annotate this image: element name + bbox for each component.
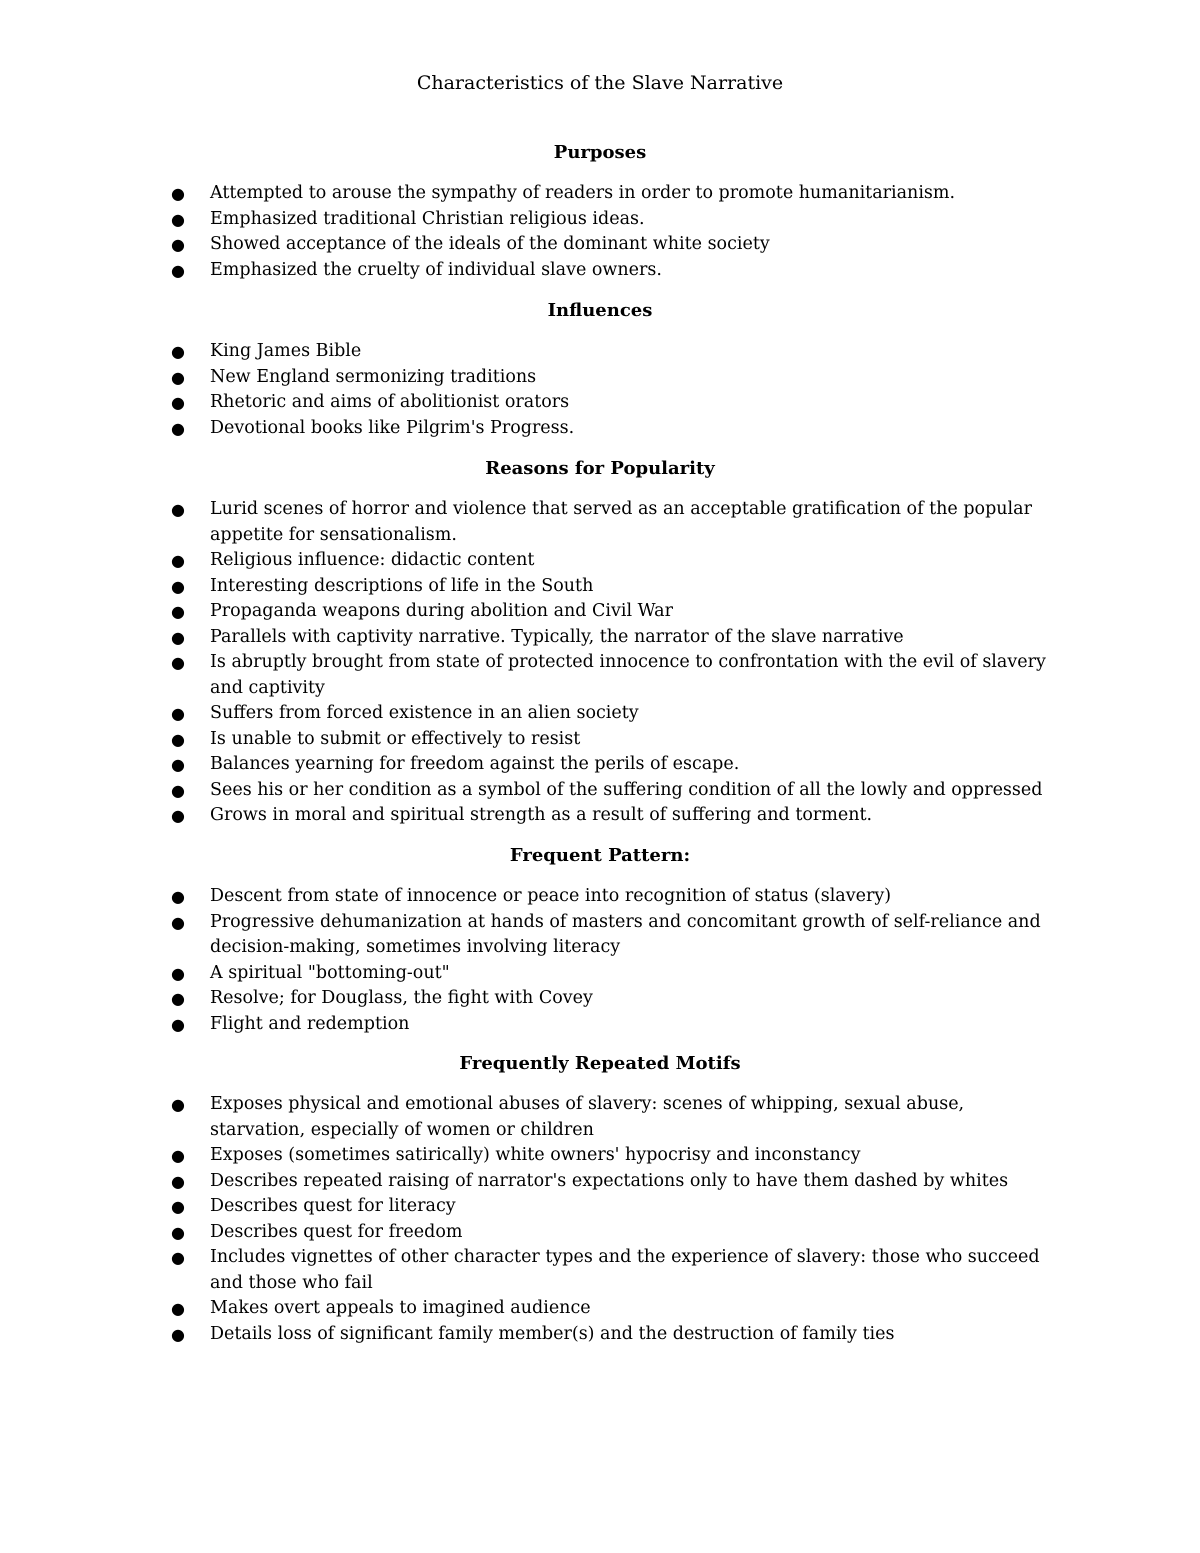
list-item	[0, 701, 1060, 727]
section-reasons-for-popularity	[0, 457, 1200, 829]
bullet-icon: ●	[171, 209, 185, 229]
bullet-icon: ●	[171, 755, 185, 774]
bullet-icon: ●	[171, 963, 185, 983]
list-item	[0, 365, 1060, 391]
list-item	[0, 884, 1060, 910]
list-item	[0, 961, 1060, 987]
list-item-text: Grows in moral and spiritual strength as a result of suffering and torment.	[210, 805, 873, 825]
list-item-text: Is abruptly brought from state of protected innocence to confrontation with the evil of slavery and captivity	[210, 652, 1046, 698]
bullet-icon: ●	[171, 551, 185, 570]
list-item-text: Describes quest for literacy	[210, 1196, 456, 1216]
list-item	[0, 1143, 1060, 1169]
bullet-icon: ●	[171, 704, 185, 723]
section-frequent-pattern	[0, 844, 1200, 1037]
section-influences	[0, 299, 1200, 441]
list-item	[0, 1296, 1060, 1322]
bullet-icon: ●	[171, 576, 185, 596]
section-heading: Influences	[547, 300, 653, 321]
list-item	[0, 727, 1060, 753]
document-title: Characteristics of the Slave Narrative	[416, 72, 784, 94]
bullet-icon: ●	[171, 627, 185, 647]
list-item	[0, 1194, 1060, 1220]
bullet-icon: ●	[171, 653, 185, 672]
list-item	[0, 986, 1060, 1012]
bullet-icon: ●	[171, 418, 185, 438]
list-item-text: Religious influence: didactic content	[210, 550, 535, 570]
bullet-icon: ●	[171, 500, 185, 519]
list-item-text: Details loss of significant family member(s) and the destruction of family ties	[210, 1323, 895, 1344]
list-item-text: New England sermonizing traditions	[210, 366, 537, 387]
list-item-text: Includes vignettes of other character types and the experience of slavery: those who succeed and those who fail	[210, 1247, 1040, 1293]
list-item-text: Propaganda weapons during abolition and Civil War	[210, 601, 673, 621]
bullet-icon: ●	[171, 989, 185, 1008]
bullet-icon: ●	[171, 260, 185, 280]
list-item-text: Rhetoric and aims of abolitionist orators	[210, 392, 570, 412]
list-item	[0, 574, 1060, 600]
bullet-list	[0, 497, 1200, 829]
list-item	[0, 625, 1060, 651]
list-item-text: Emphasized traditional Christian religious ideas.	[210, 208, 645, 229]
list-item	[0, 650, 1060, 701]
list-item-text: Attempted to arouse the sympathy of readers in order to promote humanitarianism.	[210, 183, 956, 203]
section-purposes	[0, 141, 1200, 283]
list-item-text: Balances yearning for freedom against the perils of escape.	[210, 754, 740, 774]
list-item-text: A spiritual "bottoming-out"	[210, 962, 450, 983]
section-heading: Frequent Pattern:	[509, 845, 691, 866]
bullet-list	[0, 339, 1200, 441]
list-item	[0, 1092, 1060, 1143]
list-item-text: Descent from state of innocence or peace into recognition of status (slavery)	[210, 886, 892, 906]
section-heading: Reasons for Popularity	[485, 458, 715, 479]
list-item	[0, 778, 1060, 804]
bullet-icon: ●	[171, 1299, 185, 1318]
list-item	[0, 1169, 1060, 1195]
list-item-text: Showed acceptance of the ideals of the dominant white society	[210, 234, 770, 254]
bullet-icon: ●	[171, 342, 185, 361]
bullet-icon: ●	[171, 1014, 185, 1034]
bullet-icon: ●	[171, 1095, 185, 1114]
section-heading: Frequently Repeated Motifs	[459, 1053, 741, 1074]
list-item-text: Devotional books like Pilgrim's Progress.	[210, 417, 575, 438]
bullet-list	[0, 181, 1200, 283]
list-item	[0, 181, 1060, 207]
list-item	[0, 1220, 1060, 1246]
bullet-icon: ●	[171, 393, 185, 412]
list-item-text: Parallels with captivity narrative. Typically, the narrator of the slave narrative	[210, 626, 904, 647]
bullet-icon: ●	[171, 235, 185, 254]
list-item	[0, 1322, 1060, 1348]
list-item	[0, 752, 1060, 778]
list-item-text: Describes quest for freedom	[210, 1221, 463, 1242]
bullet-icon: ●	[171, 1171, 185, 1191]
list-item	[0, 1245, 1060, 1296]
bullet-icon: ●	[171, 729, 185, 749]
bullet-icon: ●	[171, 780, 185, 800]
bullet-icon: ●	[171, 367, 185, 387]
list-item-text: Makes overt appeals to imagined audience	[210, 1298, 591, 1318]
bullet-icon: ●	[171, 1197, 185, 1216]
bullet-icon: ●	[171, 1222, 185, 1242]
list-item	[0, 497, 1060, 548]
list-item-text: Sees his or her condition as a symbol of the suffering condition of all the lowly and oppressed	[210, 779, 1043, 800]
list-item	[0, 548, 1060, 574]
list-item	[0, 390, 1060, 416]
bullet-icon: ●	[171, 184, 185, 203]
list-item	[0, 599, 1060, 625]
list-item-text: King James Bible	[210, 341, 362, 361]
list-item	[0, 1012, 1060, 1038]
list-item-text: Lurid scenes of horror and violence that served as an acceptable gratification of the popular appetite for sensationalism.	[210, 499, 1032, 545]
bullet-list	[0, 1092, 1200, 1347]
list-item-text: Emphasized the cruelty of individual slave owners.	[210, 259, 662, 280]
list-item	[0, 803, 1060, 829]
section-heading: Purposes	[553, 142, 647, 163]
list-item-text: Exposes physical and emotional abuses of slavery: scenes of whipping, sexual abuse, starvation, especially of women or children	[210, 1094, 965, 1140]
bullet-icon: ●	[171, 912, 185, 932]
list-item-text: Progressive dehumanization at hands of masters and concomitant growth of self-reliance and decision-making, sometimes involving literacy	[210, 911, 1041, 957]
list-item	[0, 339, 1060, 365]
list-item-text: Suffers from forced existence in an alien society	[210, 703, 639, 723]
bullet-list	[0, 884, 1200, 1037]
list-item-text: Interesting descriptions of life in the South	[210, 575, 594, 596]
bullet-icon: ●	[171, 1146, 185, 1165]
bullet-icon: ●	[171, 1324, 185, 1344]
bullet-icon: ●	[171, 602, 185, 621]
list-item-text: Exposes (sometimes satirically) white owners' hypocrisy and inconstancy	[210, 1145, 861, 1165]
list-item	[0, 910, 1060, 961]
bullet-icon: ●	[171, 1248, 185, 1267]
list-item	[0, 416, 1060, 442]
list-item	[0, 232, 1060, 258]
list-item-text: Is unable to submit or effectively to resist	[210, 728, 581, 749]
list-item-text: Flight and redemption	[210, 1013, 410, 1034]
bullet-icon: ●	[171, 887, 185, 906]
list-item	[0, 258, 1060, 284]
list-item-text: Describes repeated raising of narrator's expectations only to have them dashed by whites	[210, 1170, 1009, 1191]
list-item	[0, 207, 1060, 233]
bullet-icon: ●	[171, 806, 185, 825]
list-item-text: Resolve; for Douglass, the fight with Covey	[210, 988, 593, 1008]
section-repeated-motifs	[0, 1052, 1200, 1347]
